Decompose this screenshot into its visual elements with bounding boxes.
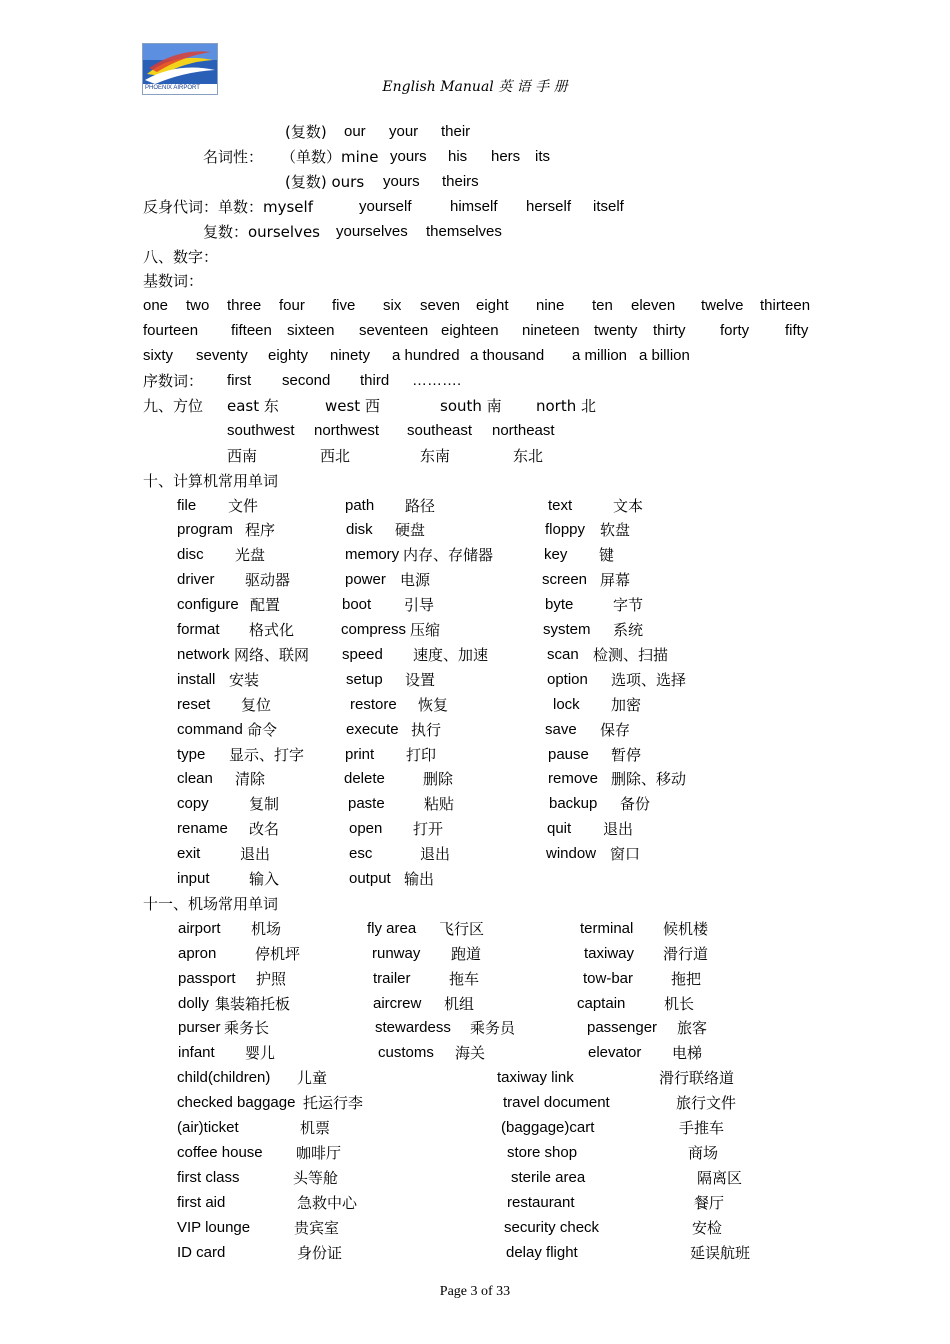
vocab-entry: print — [345, 746, 375, 763]
vocab-entry: 东北 — [513, 447, 544, 465]
logo-text: PHOENIX AIRPORT — [145, 85, 200, 91]
vocab-entry: 选项、选择 — [611, 671, 687, 689]
vocab-entry: 清除 — [235, 770, 266, 788]
vocab-entry: rename — [177, 820, 228, 837]
vocab-entry: (baggage)cart — [501, 1119, 595, 1136]
vocab-entry: 儿童 — [297, 1069, 328, 1087]
vocab-entry: 序数词： — [143, 372, 204, 390]
vocab-entry: its — [535, 148, 550, 165]
vocab-entry: hers — [491, 148, 521, 165]
vocab-entry: taxiway link — [497, 1069, 574, 1086]
vocab-entry: 十一、机场常用单词 — [143, 895, 279, 913]
vocab-entry: install — [177, 671, 216, 688]
vocab-entry: 删除 — [423, 770, 454, 788]
vocab-entry: quit — [547, 820, 572, 837]
vocab-entry: 退出 — [240, 845, 271, 863]
vocab-entry: 恢复 — [418, 696, 449, 714]
vocab-entry: byte — [545, 596, 574, 613]
vocab-entry: 九、方位 — [143, 397, 204, 415]
vocab-entry: memory — [345, 546, 400, 563]
vocab-entry: disc — [177, 546, 204, 563]
vocab-entry: 旅行文件 — [676, 1094, 737, 1112]
vocab-entry: twenty — [594, 322, 638, 339]
vocab-entry: 滑行道 — [663, 945, 709, 963]
vocab-entry: 文本 — [613, 497, 644, 515]
vocab-entry: file — [177, 497, 197, 514]
vocab-entry: eighteen — [441, 322, 499, 339]
vocab-entry: 退出 — [603, 820, 634, 838]
vocab-entry: type — [177, 746, 206, 763]
vocab-entry: 拖车 — [449, 970, 480, 988]
vocab-entry: esc — [349, 845, 373, 862]
vocab-entry: sixty — [143, 347, 173, 364]
vocab-entry: northeast — [492, 422, 555, 439]
vocab-entry: 打开 — [413, 820, 444, 838]
vocab-entry: eighty — [268, 347, 309, 364]
vocab-entry: 机长 — [664, 995, 695, 1013]
vocab-entry: 护照 — [256, 970, 287, 988]
vocab-entry: southeast — [407, 422, 473, 439]
vocab-entry: yourselves — [336, 223, 408, 240]
vocab-entry: thirteen — [760, 297, 811, 314]
vocab-entry: format — [177, 621, 220, 638]
vocab-entry: 婴儿 — [245, 1044, 276, 1062]
vocab-entry: a million — [572, 347, 628, 364]
vocab-entry: taxiway — [584, 945, 635, 962]
vocab-entry: a hundred — [392, 347, 460, 364]
vocab-entry: itself — [593, 198, 624, 215]
vocab-entry: terminal — [580, 920, 634, 937]
vocab-entry: compress — [341, 621, 407, 638]
vocab-entry: 机票 — [300, 1119, 331, 1137]
vocab-entry: 窗口 — [610, 845, 641, 863]
vocab-entry: one — [143, 297, 169, 314]
vocab-entry: network — [177, 646, 230, 663]
vocab-entry: fifteen — [231, 322, 272, 339]
vocab-entry: boot — [342, 596, 372, 613]
vocab-entry: five — [332, 297, 356, 314]
vocab-entry: 乘务员 — [470, 1019, 516, 1037]
vocab-entry: 急救中心 — [297, 1194, 358, 1212]
vocab-entry: 检测、扫描 — [593, 646, 669, 664]
vocab-entry: 速度、加速 — [413, 646, 489, 664]
vocab-entry: 系统 — [613, 621, 644, 639]
vocab-entry: 执行 — [411, 721, 442, 739]
vocab-entry: delete — [344, 770, 385, 787]
vocab-entry: south 南 — [440, 397, 502, 415]
vocab-entry: system — [543, 621, 591, 638]
vocab-entry: backup — [549, 795, 598, 812]
vocab-entry: east 东 — [227, 397, 279, 415]
vocab-entry: second — [282, 372, 331, 389]
vocab-entry: 安检 — [692, 1219, 723, 1237]
vocab-entry: restore — [350, 696, 397, 713]
vocab-entry: thirty — [653, 322, 686, 339]
vocab-entry: reset — [177, 696, 211, 713]
vocab-entry: 机组 — [444, 995, 475, 1013]
vocab-entry: driver — [177, 571, 215, 588]
vocab-entry: ten — [592, 297, 613, 314]
vocab-entry: exit — [177, 845, 201, 862]
vocab-entry: 拖把 — [671, 970, 702, 988]
vocab-entry: 头等舱 — [293, 1169, 339, 1187]
page-footer: Page 3 of 33 — [439, 1284, 511, 1299]
vocab-entry: 暂停 — [611, 746, 642, 764]
vocab-entry: execute — [346, 721, 399, 738]
vocab-entry: west 西 — [325, 397, 380, 415]
vocab-entry: ninety — [330, 347, 371, 364]
vocab-entry: 设置 — [405, 671, 436, 689]
vocab-entry: travel document — [503, 1094, 610, 1111]
vocab-entry: 屏幕 — [600, 571, 631, 589]
vocab-entry: speed — [342, 646, 383, 663]
vocab-entry: captain — [577, 995, 626, 1012]
vocab-entry: 粘贴 — [424, 795, 455, 813]
vocab-entry: 复制 — [249, 795, 280, 813]
vocab-entry: 文件 — [228, 497, 259, 515]
vocab-entry: setup — [346, 671, 383, 688]
vocab-entry: 字节 — [613, 596, 644, 614]
vocab-entry: airport — [178, 920, 221, 937]
vocab-entry: a thousand — [470, 347, 545, 364]
vocab-entry: 名词性： — [203, 148, 264, 166]
vocab-entry: save — [545, 721, 577, 738]
vocab-entry: seven — [420, 297, 461, 314]
vocab-entry: 反身代词：单数：myself — [143, 198, 313, 216]
vocab-entry: north 北 — [536, 397, 597, 415]
vocab-entry: their — [441, 123, 471, 140]
vocab-entry: （单数）mine — [281, 148, 379, 166]
vocab-entry: 八、数字： — [143, 248, 219, 266]
vocab-entry: 手推车 — [679, 1119, 725, 1137]
vocab-entry: 十、计算机常用单词 — [143, 472, 279, 490]
vocab-entry: restaurant — [507, 1194, 575, 1211]
vocab-entry: themselves — [426, 223, 502, 240]
vocab-entry: 餐厅 — [694, 1194, 725, 1212]
vocab-entry: 压缩 — [410, 621, 441, 639]
vocab-entry: VIP lounge — [177, 1219, 251, 1236]
vocab-entry: 退出 — [420, 845, 451, 863]
vocab-entry: 输入 — [249, 870, 280, 888]
vocab-entry: 候机楼 — [663, 920, 709, 938]
vocab-entry: floppy — [545, 521, 586, 538]
vocab-entry: 隔离区 — [697, 1169, 743, 1187]
vocab-entry: 加密 — [611, 696, 642, 714]
vocab-entry: delay flight — [506, 1244, 578, 1261]
vocab-entry: 海关 — [455, 1044, 486, 1062]
vocab-entry: seventeen — [359, 322, 429, 339]
vocab-entry: sixteen — [287, 322, 335, 339]
vocab-entry: trailer — [373, 970, 411, 987]
vocab-entry: 内存、存储器 — [403, 546, 494, 564]
vocab-entry: purser — [178, 1019, 221, 1036]
vocab-entry: 复位 — [241, 696, 272, 714]
vocab-entry: 西南 — [227, 447, 258, 465]
vocab-entry: screen — [542, 571, 588, 588]
vocab-entry: eight — [476, 297, 509, 314]
vocab-entry: apron — [178, 945, 217, 962]
vocab-entry: 乘务长 — [224, 1019, 270, 1037]
vocab-entry: program — [177, 521, 233, 538]
vocab-entry: customs — [378, 1044, 434, 1061]
vocab-entry: nineteen — [522, 322, 580, 339]
vocab-entry: yourself — [359, 198, 412, 215]
vocab-entry: passenger — [587, 1019, 658, 1036]
vocab-entry: eleven — [631, 297, 676, 314]
vocab-entry: ID card — [177, 1244, 226, 1261]
vocab-entry: 跑道 — [451, 945, 482, 963]
vocab-entry: 硬盘 — [395, 521, 426, 539]
vocab-entry: 贵宾室 — [294, 1219, 340, 1237]
vocab-entry: key — [544, 546, 568, 563]
vocab-entry: 电梯 — [672, 1044, 703, 1062]
vocab-entry: 网络、联网 — [234, 646, 310, 664]
vocab-entry: option — [547, 671, 588, 688]
vocab-entry: checked baggage — [177, 1094, 296, 1111]
vocab-entry: 电源 — [400, 571, 431, 589]
vocab-entry: 西北 — [320, 447, 351, 465]
vocab-entry: six — [383, 297, 402, 314]
vocab-entry: fourteen — [143, 322, 199, 339]
vocab-entry: 软盘 — [600, 521, 631, 539]
vocab-entry: coffee house — [177, 1144, 263, 1161]
vocab-entry: first — [227, 372, 252, 389]
vocab-entry: theirs — [442, 173, 479, 190]
vocab-entry: northwest — [314, 422, 380, 439]
vocab-entry: (复数) — [285, 123, 327, 141]
vocab-entry: runway — [372, 945, 421, 962]
vocab-entry: 托运行李 — [303, 1094, 364, 1112]
vocab-entry: 改名 — [249, 820, 280, 838]
vocab-entry: fly area — [367, 920, 417, 937]
vocab-entry: 旅客 — [677, 1019, 708, 1037]
vocab-entry: path — [345, 497, 375, 514]
vocab-entry: 集装箱托板 — [215, 995, 291, 1013]
vocab-entry: two — [186, 297, 210, 314]
vocab-entry: dolly — [178, 995, 209, 1012]
vocab-entry: himself — [450, 198, 498, 215]
vocab-entry: 延误航班 — [690, 1244, 751, 1262]
vocab-entry: southwest — [227, 422, 295, 439]
vocab-entry: his — [448, 148, 468, 165]
vocab-entry: 商场 — [688, 1144, 719, 1162]
header-title: English Manual 英 语 手 册 — [382, 79, 568, 95]
vocab-entry: 程序 — [245, 521, 276, 539]
vocab-entry: 打印 — [406, 746, 437, 764]
vocab-entry: security check — [504, 1219, 600, 1236]
vocab-entry: remove — [548, 770, 599, 787]
vocab-entry: fifty — [785, 322, 809, 339]
vocab-entry: configure — [177, 596, 239, 613]
vocab-entry: 机场 — [251, 920, 282, 938]
vocab-entry: input — [177, 870, 210, 887]
vocab-entry: 复数：ourselves — [203, 223, 320, 241]
vocab-entry: command — [177, 721, 243, 738]
vocab-entry: 备份 — [620, 795, 651, 813]
vocab-entry: 咖啡厅 — [296, 1144, 342, 1162]
vocab-entry: elevator — [588, 1044, 642, 1061]
vocab-entry: first aid — [177, 1194, 226, 1211]
vocab-entry: herself — [526, 198, 572, 215]
vocab-entry: 驱动器 — [245, 571, 291, 589]
vocab-entry: 飞行区 — [439, 920, 485, 938]
vocab-entry: infant — [178, 1044, 215, 1061]
vocab-entry: power — [345, 571, 386, 588]
vocab-entry: our — [344, 123, 366, 140]
vocab-entry: 基数词： — [143, 272, 204, 290]
vocab-entry: 身份证 — [297, 1244, 343, 1262]
vocab-entry: aircrew — [373, 995, 422, 1012]
vocab-entry: a billion — [639, 347, 690, 364]
vocab-entry: 格式化 — [249, 621, 295, 639]
vocab-entry: twelve — [701, 297, 744, 314]
vocab-entry: lock — [553, 696, 580, 713]
vocab-entry: 路径 — [405, 497, 436, 515]
vocab-entry: scan — [547, 646, 579, 663]
vocab-entry: third — [360, 372, 390, 389]
vocab-entry: pause — [548, 746, 589, 763]
vocab-entry: (复数) ours — [285, 173, 365, 191]
vocab-entry: output — [349, 870, 391, 887]
vocab-entry: three — [227, 297, 262, 314]
vocab-entry: 停机坪 — [255, 945, 301, 963]
vocab-entry: disk — [346, 521, 373, 538]
vocab-entry: first class — [177, 1169, 240, 1186]
vocab-entry: 滑行联络道 — [659, 1069, 735, 1087]
vocab-entry: seventy — [196, 347, 248, 364]
vocab-entry: (air)ticket — [177, 1119, 239, 1136]
vocab-entry: yours — [383, 173, 420, 190]
vocab-entry: tow-bar — [583, 970, 634, 987]
vocab-entry: 命令 — [247, 721, 278, 739]
vocab-entry: nine — [536, 297, 565, 314]
vocab-entry: your — [389, 123, 419, 140]
vocab-entry: forty — [720, 322, 750, 339]
vocab-entry: 删除、移动 — [611, 770, 687, 788]
vocab-entry: copy — [177, 795, 209, 812]
vocab-entry: 配置 — [250, 596, 281, 614]
vocab-entry: paste — [348, 795, 385, 812]
vocab-entry: 光盘 — [235, 546, 266, 564]
vocab-entry: 保存 — [600, 721, 631, 739]
vocab-entry: store shop — [507, 1144, 578, 1161]
vocab-entry: 显示、打字 — [229, 746, 305, 764]
vocab-entry: 引导 — [404, 596, 435, 614]
vocab-entry: 键 — [599, 546, 615, 564]
vocab-entry: window — [546, 845, 597, 862]
vocab-entry: child(children) — [177, 1069, 271, 1086]
vocab-entry: 输出 — [404, 870, 435, 888]
vocab-entry: 东南 — [420, 447, 451, 465]
vocab-entry: stewardess — [375, 1019, 451, 1036]
vocab-entry: text — [548, 497, 573, 514]
vocab-entry: sterile area — [511, 1169, 586, 1186]
vocab-entry: open — [349, 820, 383, 837]
vocab-entry: four — [279, 297, 305, 314]
vocab-entry: 安装 — [229, 671, 260, 689]
vocab-entry: yours — [390, 148, 427, 165]
vocab-entry: passport — [178, 970, 236, 987]
vocab-entry: clean — [177, 770, 213, 787]
vocab-entry: ………. — [412, 372, 462, 389]
